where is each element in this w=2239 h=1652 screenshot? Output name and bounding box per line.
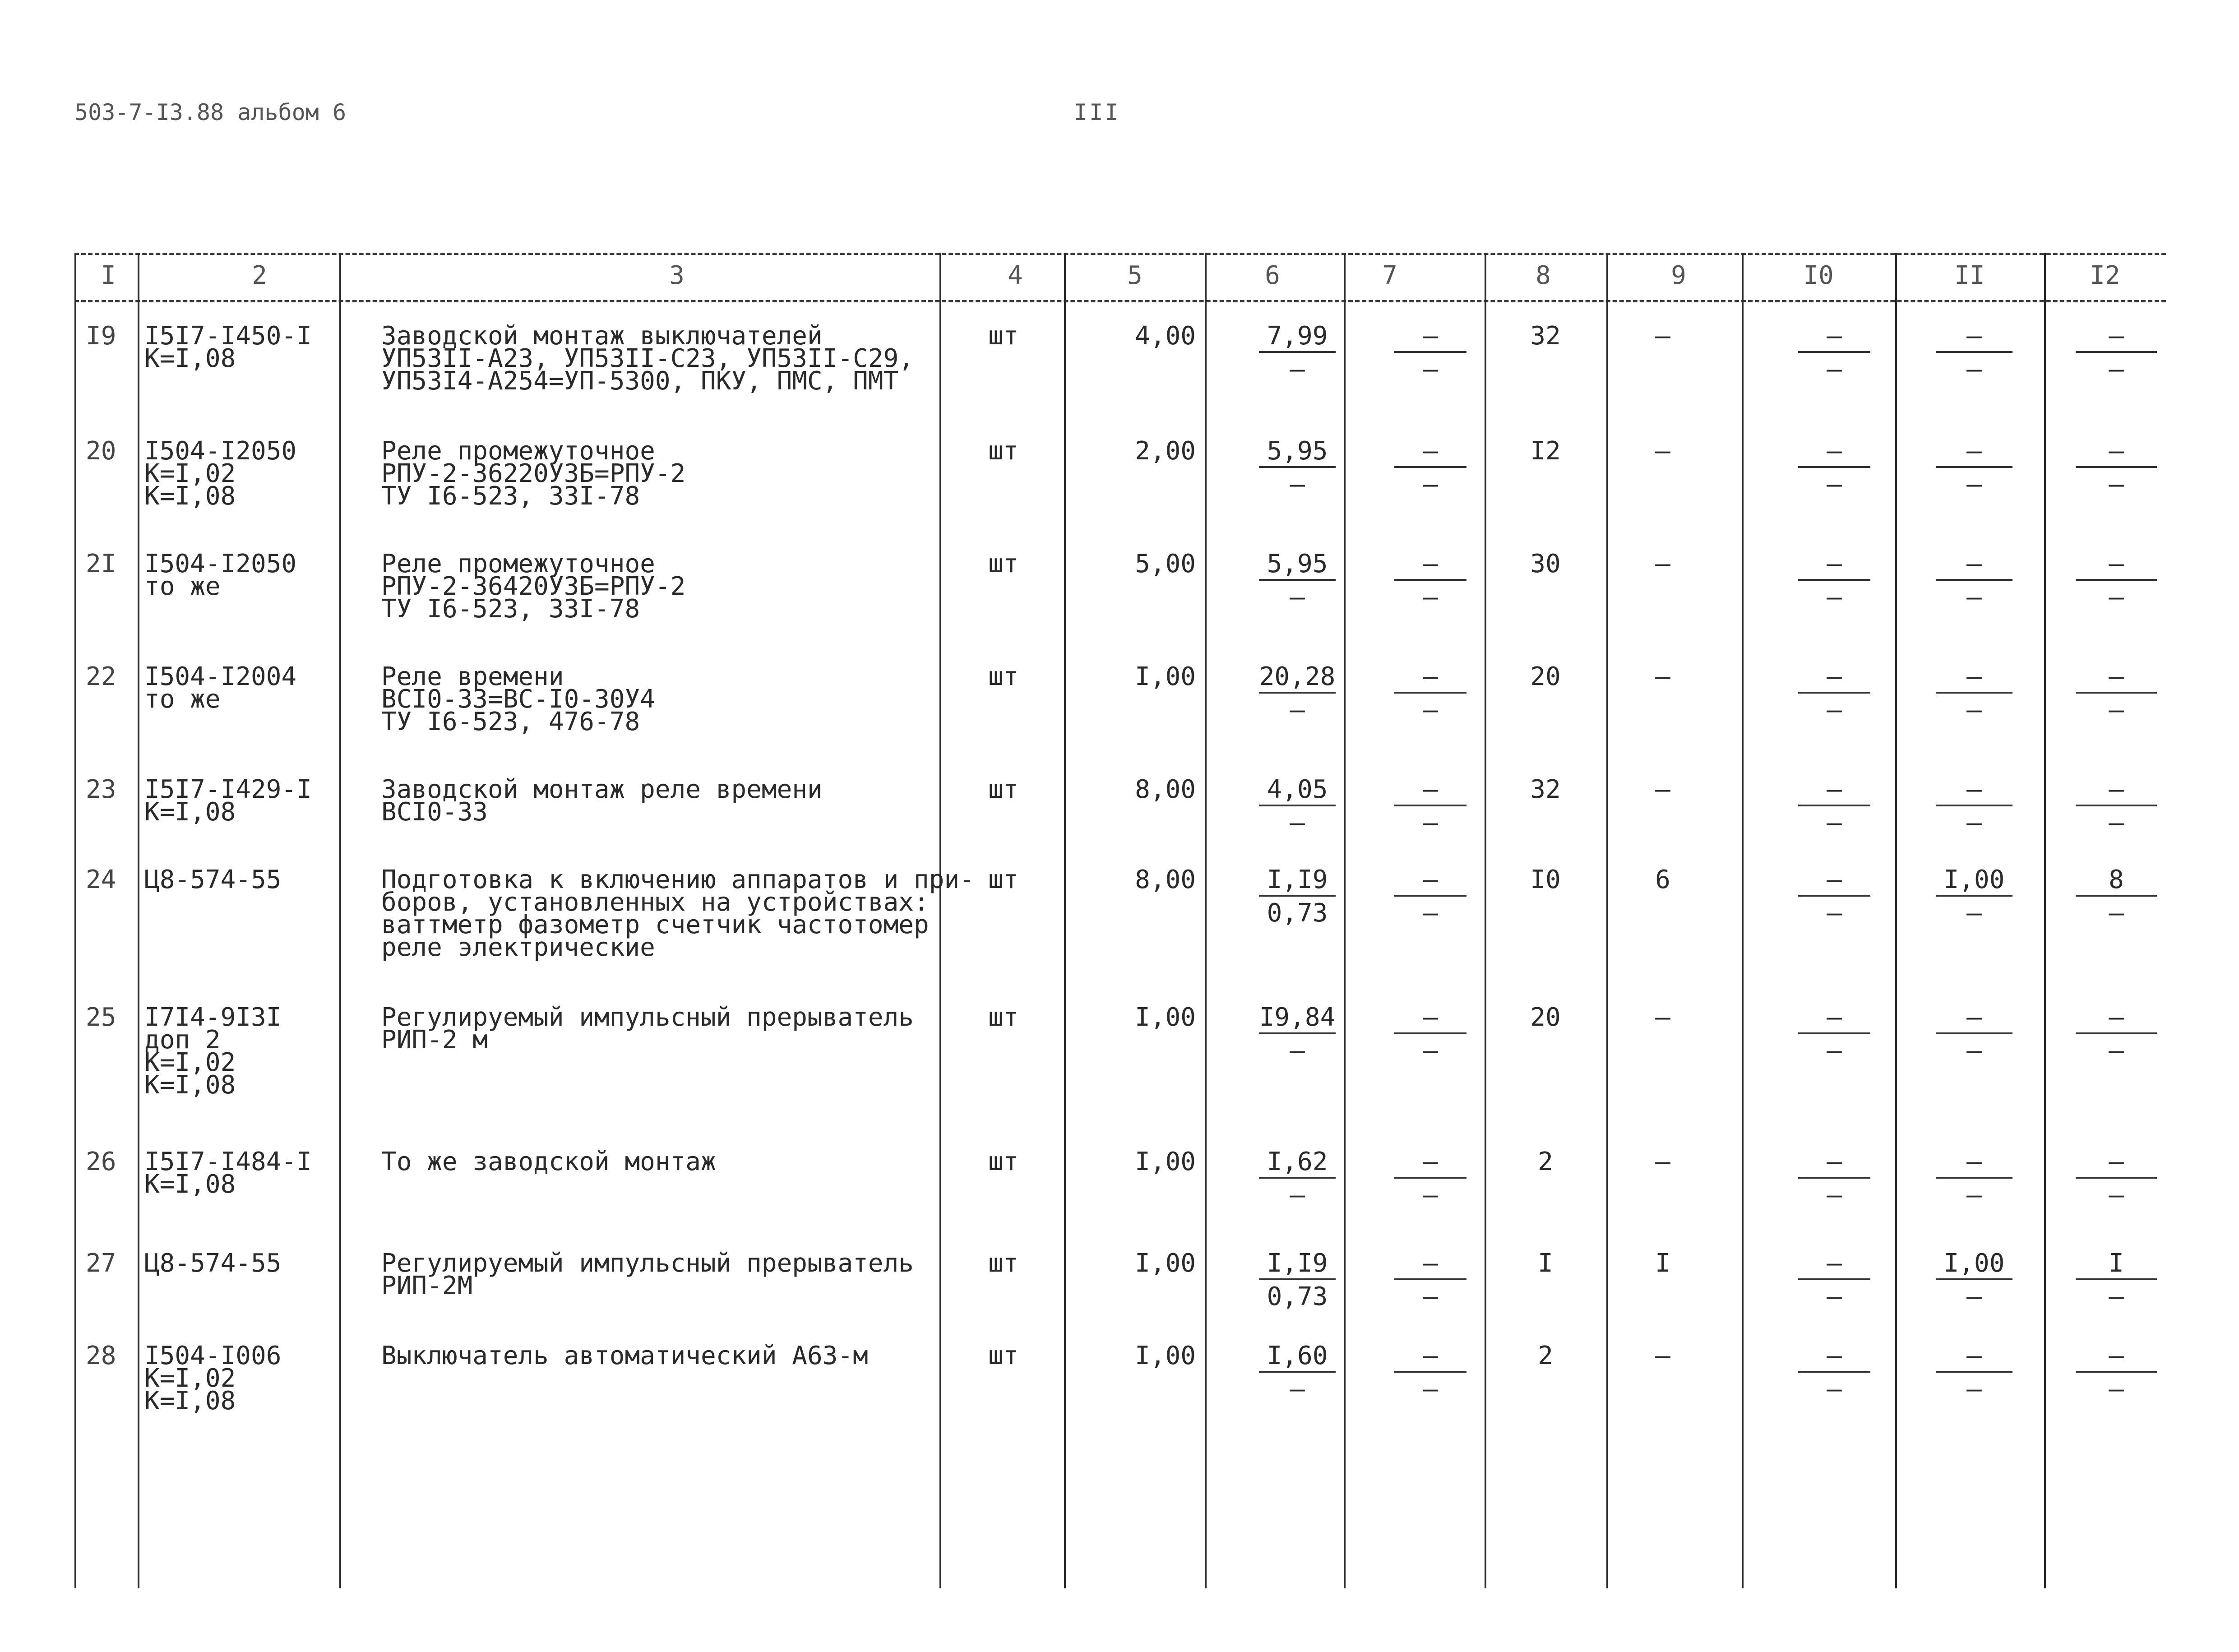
value-c7-bottom: – [1423,1374,1438,1404]
column-header-8: 8 [1536,261,1551,290]
value-c6 [1259,321,1336,384]
value-c11 [1936,1003,2012,1065]
column-header-9: 9 [1671,261,1686,290]
value-c11-top: – [1936,325,2012,353]
quantity: I,00 [1135,1249,1196,1278]
value-c11-bottom: – [1966,583,1982,612]
value-c6 [1259,1341,1336,1404]
value-c7 [1394,662,1466,725]
value-c10-bottom: – [1827,355,1842,384]
value-c10-bottom: – [1827,1036,1842,1065]
value-c7-bottom: – [1423,355,1438,384]
value-c12-top: 8 [2076,869,2157,897]
item-code: I504-I006 К=I,02 К=I,08 [144,1341,282,1416]
value-c11 [1936,865,2012,928]
quantity: 5,00 [1135,549,1196,578]
unit: шт [988,549,1019,578]
value-c10-bottom: – [1827,1282,1842,1311]
value-c7-top: – [1394,869,1466,897]
value-c6-bottom: – [1290,695,1305,725]
value-c12-bottom: – [2109,583,2124,612]
value-c11 [1936,1147,2012,1210]
value-c7-top: – [1394,1345,1466,1373]
value-c10 [1798,662,1870,725]
value-c10-top: – [1798,869,1870,897]
value-c9: – [1655,321,1670,351]
value-c11-bottom: – [1966,470,1982,499]
quantity: I,00 [1135,662,1196,691]
item-code: I5I7-I484-I К=I,08 [144,1147,312,1199]
value-c6-bottom: – [1290,583,1305,612]
value-c12 [2076,436,2157,499]
row-number: 2I [86,549,116,578]
col-divider [1895,253,1897,1588]
item-name: Заводской монтаж выключателей УП53II-А23, УП53II-С23, УП53II-С29, УП53I4-А254=УП-5300, ПКУ, ПМС, ПМТ [381,321,914,396]
value-c10-top: – [1798,325,1870,353]
value-c10-top: – [1798,778,1870,806]
value-c10 [1798,865,1870,928]
item-code: I504-I2050 К=I,02 К=I,08 [144,436,297,511]
value-c12 [2076,1341,2157,1404]
value-c11 [1936,1341,2012,1404]
row-number: 22 [86,662,116,691]
value-c8: 30 [1530,549,1561,578]
item-code: I7I4-9I3I доп 2 К=I,02 К=I,08 [144,1003,282,1100]
value-c11 [1936,436,2012,499]
value-c10-top: – [1798,553,1870,581]
item-code: Ц8-574-55 [144,1249,282,1278]
value-c6 [1259,865,1336,928]
column-header-12: I2 [2090,261,2120,290]
value-c11-bottom: – [1966,898,1982,928]
value-c11-top: I,00 [1936,1252,2012,1280]
value-c7 [1394,321,1466,384]
value-c8: I [1538,1249,1553,1278]
value-c10 [1798,1003,1870,1065]
value-c7-bottom: – [1423,1036,1438,1065]
value-c10-bottom: – [1827,695,1842,725]
value-c8: 32 [1530,321,1561,351]
value-c8: 32 [1530,775,1561,804]
unit: шт [988,1249,1019,1278]
value-c11 [1936,775,2012,838]
value-c7-bottom: – [1423,1282,1438,1311]
value-c10-top: – [1798,1252,1870,1280]
value-c7 [1394,1249,1466,1311]
value-c12-bottom: – [2109,695,2124,725]
col-divider [1606,253,1608,1588]
item-code: I5I7-I429-I К=I,08 [144,775,312,827]
col-divider [1485,253,1486,1588]
item-name: Регулируемый импульсный прерыватель РИП-2М [381,1249,914,1300]
item-name: Подготовка к включению аппаратов и при- боров, установленных на устройствах: ваттметр фазометр счетчик частотомер реле электрические [381,865,975,962]
value-c12 [2076,1249,2157,1311]
value-c6 [1259,1147,1336,1210]
value-c12-bottom: – [2109,470,2124,499]
value-c12-top: – [2076,440,2157,468]
item-name: Заводской монтаж реле времени ВСI0-33 [381,775,823,827]
value-c8: I2 [1530,436,1561,466]
value-c12-top: – [2076,553,2157,581]
value-c8: 2 [1538,1341,1553,1370]
value-c7-top: – [1394,1006,1466,1034]
value-c11-bottom: – [1966,1282,1982,1311]
col-divider [1205,253,1207,1588]
value-c6-top: 5,95 [1259,440,1336,468]
value-c6-top: 20,28 [1259,666,1336,694]
value-c9: – [1655,436,1670,466]
unit: шт [988,1341,1019,1370]
value-c12 [2076,865,2157,928]
value-c7-bottom: – [1423,1180,1438,1210]
value-c9: 6 [1655,865,1670,894]
value-c11-bottom: – [1966,355,1982,384]
value-c7-top: – [1394,666,1466,694]
value-c6-bottom: 0,73 [1267,898,1328,928]
value-c8: 20 [1530,1003,1561,1032]
value-c8: 20 [1530,662,1561,691]
row-number: 23 [86,775,116,804]
value-c6-bottom: – [1290,470,1305,499]
value-c11-top: I,00 [1936,869,2012,897]
row-number: I9 [86,321,116,351]
value-c12-top: – [2076,1151,2157,1179]
value-c7-top: – [1394,1151,1466,1179]
value-c12-bottom: – [2109,355,2124,384]
value-c12-bottom: – [2109,1282,2124,1311]
value-c9: – [1655,1147,1670,1176]
value-c6-top: I9,84 [1259,1006,1336,1034]
row-number: 24 [86,865,116,894]
col-divider [339,253,341,1588]
value-c11-bottom: – [1966,1180,1982,1210]
value-c10-top: – [1798,1345,1870,1373]
column-header-4: 4 [1008,261,1023,290]
value-c6-top: 5,95 [1259,553,1336,581]
value-c7 [1394,1147,1466,1210]
value-c7 [1394,775,1466,838]
value-c6-bottom: 0,73 [1267,1282,1328,1311]
row-number: 26 [86,1147,116,1176]
value-c12-bottom: – [2109,808,2124,838]
value-c11 [1936,662,2012,725]
column-header-6: 6 [1265,261,1280,290]
value-c12-bottom: – [2109,898,2124,928]
value-c12 [2076,775,2157,838]
value-c7-bottom: – [1423,470,1438,499]
value-c6-top: 7,99 [1259,325,1336,353]
value-c10-bottom: – [1827,898,1842,928]
unit: шт [988,321,1019,351]
item-name: Регулируемый импульсный прерыватель РИП-2 м [381,1003,914,1055]
item-code: I504-I2050 то же [144,549,297,601]
value-c6 [1259,549,1336,612]
quantity: I,00 [1135,1147,1196,1176]
value-c7-bottom: – [1423,583,1438,612]
value-c6-bottom: – [1290,808,1305,838]
value-c7 [1394,865,1466,928]
column-header-5: 5 [1127,261,1143,290]
value-c10 [1798,775,1870,838]
value-c9: – [1655,549,1670,578]
value-c7 [1394,1003,1466,1065]
value-c12-top: – [2076,778,2157,806]
value-c11-bottom: – [1966,808,1982,838]
value-c12-top: I [2076,1252,2157,1280]
value-c7-top: – [1394,325,1466,353]
value-c11-top: – [1936,778,2012,806]
value-c10 [1798,436,1870,499]
value-c7-top: – [1394,1252,1466,1280]
column-header-7: 7 [1382,261,1397,290]
value-c7 [1394,549,1466,612]
value-c12-bottom: – [2109,1374,2124,1404]
unit: шт [988,1147,1019,1176]
value-c6 [1259,662,1336,725]
value-c8: 2 [1538,1147,1553,1176]
quantity: 8,00 [1135,775,1196,804]
value-c10 [1798,321,1870,384]
value-c10 [1798,1249,1870,1311]
value-c10-top: – [1798,440,1870,468]
table-top-border [74,253,2166,255]
value-c7-bottom: – [1423,695,1438,725]
value-c9: – [1655,1341,1670,1370]
value-c10 [1798,549,1870,612]
unit: шт [988,662,1019,691]
unit: шт [988,865,1019,894]
value-c6-top: I,62 [1259,1151,1336,1179]
value-c12-bottom: – [2109,1180,2124,1210]
quantity: I,00 [1135,1003,1196,1032]
value-c11-top: – [1936,1345,2012,1373]
item-name: То же заводской монтаж [381,1147,716,1176]
value-c7 [1394,436,1466,499]
value-c12 [2076,662,2157,725]
value-c12 [2076,321,2157,384]
quantity: 4,00 [1135,321,1196,351]
value-c9: – [1655,775,1670,804]
quantity: I,00 [1135,1341,1196,1370]
item-code: Ц8-574-55 [144,865,282,894]
value-c10-top: – [1798,666,1870,694]
value-c12-bottom: – [2109,1036,2124,1065]
value-c11-top: – [1936,553,2012,581]
value-c11-bottom: – [1966,695,1982,725]
header-bottom-border [74,300,2166,302]
column-header-10: I0 [1803,261,1834,290]
value-c7-bottom: – [1423,808,1438,838]
unit: шт [988,436,1019,466]
value-c12-top: – [2076,1006,2157,1034]
value-c9: – [1655,1003,1670,1032]
unit: шт [988,1003,1019,1032]
value-c7-top: – [1394,778,1466,806]
column-header-2: 2 [252,261,267,290]
value-c11 [1936,321,2012,384]
value-c6 [1259,775,1336,838]
row-number: 25 [86,1003,116,1032]
value-c6-top: I,60 [1259,1345,1336,1373]
row-number: 20 [86,436,116,466]
value-c7-top: – [1394,553,1466,581]
value-c11-top: – [1936,666,2012,694]
item-code: I5I7-I450-I К=I,08 [144,321,312,373]
value-c9: I [1655,1249,1670,1278]
item-name: Реле промежуточное РПУ-2-36420У3Б=РПУ-2 ТУ I6-523, 33I-78 [381,549,686,624]
value-c12 [2076,1003,2157,1065]
quantity: 8,00 [1135,865,1196,894]
value-c6-top: I,I9 [1259,869,1336,897]
value-c9: – [1655,662,1670,691]
value-c12-top: – [2076,1345,2157,1373]
value-c11 [1936,549,2012,612]
col-divider [74,253,76,1588]
value-c11-top: – [1936,1151,2012,1179]
value-c7-bottom: – [1423,898,1438,928]
item-name: Выключатель автоматический А63-м [381,1341,868,1370]
col-divider [138,253,139,1588]
quantity: 2,00 [1135,436,1196,466]
item-code: I504-I2004 то же [144,662,297,714]
value-c8: I0 [1530,865,1561,894]
document-code: 503-7-I3.88 альбом 6 [74,99,347,125]
value-c6 [1259,1249,1336,1311]
column-header-1: I [101,261,116,290]
col-divider [1742,253,1744,1588]
value-c7 [1394,1341,1466,1404]
value-c6 [1259,436,1336,499]
value-c10-top: – [1798,1151,1870,1179]
value-c11-bottom: – [1966,1374,1982,1404]
value-c10-bottom: – [1827,583,1842,612]
column-header-11: II [1954,261,1985,290]
row-number: 28 [86,1341,116,1370]
value-c10-top: – [1798,1006,1870,1034]
value-c6-bottom: – [1290,1180,1305,1210]
value-c11 [1936,1249,2012,1311]
value-c6-bottom: – [1290,355,1305,384]
value-c6-bottom: – [1290,1036,1305,1065]
page-number: III [1074,99,1120,125]
value-c6 [1259,1003,1336,1065]
unit: шт [988,775,1019,804]
value-c10 [1798,1341,1870,1404]
col-divider [1344,253,1346,1588]
value-c12 [2076,549,2157,612]
value-c10 [1798,1147,1870,1210]
value-c6-top: 4,05 [1259,778,1336,806]
column-header-3: 3 [669,261,685,290]
value-c10-bottom: – [1827,470,1842,499]
value-c10-bottom: – [1827,1374,1842,1404]
value-c11-top: – [1936,440,2012,468]
value-c12 [2076,1147,2157,1210]
row-number: 27 [86,1249,116,1278]
value-c10-bottom: – [1827,1180,1842,1210]
value-c6-top: I,I9 [1259,1252,1336,1280]
value-c11-top: – [1936,1006,2012,1034]
value-c7-top: – [1394,440,1466,468]
item-name: Реле времени ВСI0-33=ВС-I0-30У4 ТУ I6-523, 476-78 [381,662,655,736]
value-c11-bottom: – [1966,1036,1982,1065]
item-name: Реле промежуточное РПУ-2-36220У3Б=РПУ-2 ТУ I6-523, 33I-78 [381,436,686,511]
value-c6-bottom: – [1290,1374,1305,1404]
value-c12-top: – [2076,666,2157,694]
value-c10-bottom: – [1827,808,1842,838]
value-c12-top: – [2076,325,2157,353]
col-divider [2044,253,2046,1588]
